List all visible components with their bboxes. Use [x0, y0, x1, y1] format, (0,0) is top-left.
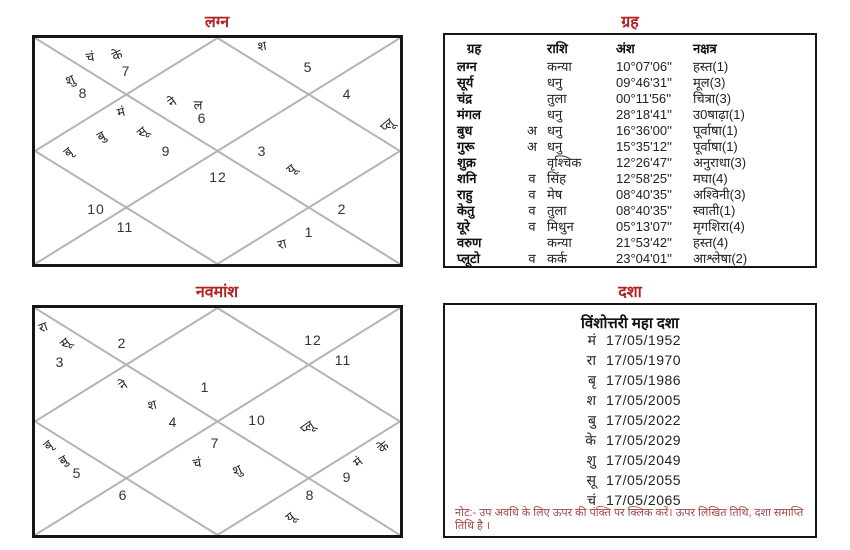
graha-row	[445, 107, 815, 123]
rashi-number: 12	[304, 332, 322, 348]
rashi-number: 1	[200, 379, 210, 395]
graha-row	[445, 235, 815, 251]
graha-name: वरुण	[457, 235, 482, 250]
planet-abbr: चं	[84, 48, 96, 66]
graha-row	[445, 139, 815, 155]
dasha-end-date: 17/05/2022	[606, 412, 682, 428]
planet-abbr: यू	[282, 508, 298, 526]
rashi-number: 7	[121, 63, 131, 79]
header-graha: ग्रह	[467, 41, 482, 56]
graha-table-body	[445, 59, 815, 267]
planet-abbr: सू	[56, 334, 74, 352]
motion-flag: व	[528, 251, 536, 266]
dasha-planet-abbr: रा	[586, 352, 596, 368]
header-rashi: राशि	[547, 41, 568, 56]
planet-abbr: प्लू	[297, 417, 317, 437]
degree-value: 08°40'35''	[616, 203, 673, 218]
rashi-value: मिथुन	[547, 219, 574, 234]
dasha-row[interactable]	[574, 470, 686, 490]
degree-value: 00°11'56''	[616, 91, 672, 106]
graha-row	[445, 155, 815, 171]
navamsha-chart	[32, 305, 403, 538]
planet-abbr: श	[145, 396, 159, 414]
dasha-end-date: 17/05/1970	[606, 352, 682, 368]
planet-abbr: ने	[115, 376, 131, 394]
lagna-chart	[32, 35, 403, 267]
dasha-row[interactable]	[574, 390, 686, 410]
rashi-value: कन्या	[547, 235, 572, 250]
graha-name: शनि	[457, 171, 477, 186]
graha-name: शुक्र	[457, 155, 476, 170]
graha-row	[445, 219, 815, 235]
planet-abbr: मं	[350, 453, 366, 471]
rashi-number: 3	[257, 143, 267, 159]
planet-abbr: यू	[283, 160, 299, 178]
graha-name: राहु	[457, 187, 473, 202]
graha-row	[445, 91, 815, 107]
graha-table-header	[445, 40, 815, 58]
kundali-grid-lines	[35, 38, 400, 264]
nakshatra-value: मघा(4)	[693, 171, 728, 186]
nakshatra-value: चित्रा(3)	[693, 91, 732, 106]
planet-abbr: ल	[193, 97, 203, 113]
kundali-grid-lines	[35, 308, 400, 535]
navamsha-chart-title: नवमांश	[195, 284, 239, 301]
dasha-panel	[443, 303, 817, 538]
motion-flag: व	[528, 219, 536, 234]
lagna-chart-title: लग्न	[204, 14, 230, 31]
planet-abbr: शु	[229, 461, 245, 479]
rashi-value: धनु	[547, 139, 563, 154]
graha-row	[445, 123, 815, 139]
rashi-number: 1	[304, 224, 314, 240]
rashi-number: 4	[342, 86, 352, 102]
rashi-number: 5	[72, 465, 82, 481]
motion-flag: अ	[527, 139, 537, 154]
graha-row	[445, 75, 815, 91]
nakshatra-value: हस्त(1)	[693, 59, 729, 74]
planet-abbr: रा	[36, 318, 50, 336]
nakshatra-value: हस्त(4)	[693, 235, 729, 250]
nakshatra-value: अनुराधा(3)	[693, 155, 747, 170]
rashi-number: 6	[118, 487, 128, 503]
graha-row	[445, 59, 815, 75]
dasha-end-date: 17/05/2029	[606, 432, 682, 448]
rashi-value: कर्क	[547, 251, 567, 266]
motion-flag: व	[528, 187, 536, 202]
nakshatra-value: पूर्वाषा(1)	[693, 123, 738, 138]
graha-name: मंगल	[457, 107, 481, 122]
dasha-heading: विंशोत्तरी महा दशा	[581, 315, 679, 332]
motion-flag: व	[528, 203, 536, 218]
dasha-end-date: 17/05/1986	[606, 372, 682, 388]
planet-abbr: के	[109, 46, 125, 64]
degree-value: 10°07'06''	[616, 59, 673, 74]
dasha-row[interactable]	[574, 370, 686, 390]
rashi-number: 9	[342, 469, 352, 485]
nakshatra-value: उ0षाढ़ा(1)	[693, 107, 745, 122]
motion-flag: व	[528, 171, 536, 186]
graha-name: केतु	[457, 203, 475, 218]
dasha-planet-abbr: श	[586, 392, 596, 408]
planet-abbr: बु	[94, 127, 108, 145]
graha-row	[445, 187, 815, 203]
planet-abbr: सू	[133, 123, 151, 141]
graha-row	[445, 203, 815, 219]
planet-abbr: शु	[62, 71, 78, 89]
rashi-value: तुला	[547, 91, 567, 106]
dasha-planet-abbr: मं	[587, 332, 596, 348]
planet-abbr: मं	[115, 103, 127, 121]
rashi-value: वृश्चिक	[547, 155, 582, 170]
dasha-note: नोट:- उप अवधि के लिए ऊपर की पंक्ति पर क्लिक करें। ऊपर लिखित तिथि, दशा समाप्ति तिथि है ।	[455, 507, 804, 532]
graha-row	[445, 171, 815, 187]
planet-abbr: चं	[191, 454, 203, 472]
dasha-planet-abbr: बृ	[588, 372, 596, 388]
rashi-value: कन्या	[547, 59, 572, 74]
dasha-row[interactable]	[574, 410, 686, 430]
rashi-number: 6	[197, 110, 207, 126]
graha-name: लग्न	[457, 59, 477, 74]
dasha-planet-abbr: बु	[588, 412, 596, 428]
rashi-number: 4	[168, 414, 178, 430]
nakshatra-value: आश्लेषा(2)	[693, 251, 748, 266]
planet-abbr: श	[256, 37, 268, 55]
dasha-end-date: 17/05/1952	[606, 332, 682, 348]
planet-abbr: बु	[56, 451, 70, 469]
rashi-number: 8	[305, 487, 315, 503]
rashi-value: तुला	[547, 203, 567, 218]
graha-row	[445, 251, 815, 267]
dasha-list	[445, 330, 815, 510]
rashi-number: 5	[303, 59, 313, 75]
dasha-planet-abbr: शु	[586, 452, 596, 468]
dasha-panel-title: दशा	[618, 284, 642, 301]
degree-value: 28°18'41''	[616, 107, 673, 122]
rashi-value: धनु	[547, 123, 563, 138]
rashi-number: 9	[161, 143, 171, 159]
degree-value: 12°26'47''	[616, 155, 673, 170]
rashi-number: 8	[78, 85, 88, 101]
degree-value: 16°36'00''	[616, 123, 673, 138]
planet-abbr: के	[374, 438, 392, 456]
rashi-number: 10	[248, 412, 266, 428]
graha-name: चंद्र	[457, 91, 473, 106]
nakshatra-value: अश्विनी(3)	[693, 187, 746, 202]
motion-flag: अ	[527, 123, 537, 138]
rashi-value: सिंह	[547, 171, 567, 186]
degree-value: 05°13'07''	[616, 219, 673, 234]
graha-name: सूर्य	[457, 75, 474, 90]
graha-name: प्लूटो	[457, 251, 480, 266]
dasha-end-date: 17/05/2049	[606, 452, 682, 468]
dasha-planet-abbr: चं	[587, 492, 596, 508]
rashi-number: 11	[116, 219, 134, 235]
nakshatra-value: मृगशिरा(4)	[693, 219, 745, 234]
rashi-number: 3	[55, 354, 65, 370]
graha-table-title: ग्रह	[621, 14, 639, 31]
graha-table	[443, 33, 817, 268]
nakshatra-value: मूल(3)	[693, 75, 726, 90]
rashi-value: मेष	[547, 187, 563, 202]
rashi-value: धनु	[547, 75, 563, 90]
rashi-number: 7	[210, 435, 220, 451]
dasha-row[interactable]	[574, 350, 686, 370]
planet-abbr: रा	[275, 235, 289, 253]
dasha-end-date: 17/05/2005	[606, 392, 682, 408]
degree-value: 23°04'01''	[616, 251, 673, 266]
rashi-number: 11	[334, 352, 352, 368]
dasha-row[interactable]	[574, 430, 686, 450]
rashi-number: 2	[337, 201, 347, 217]
header-nakshatra: नक्षत्र	[693, 41, 717, 56]
graha-name: यूरे	[457, 219, 470, 234]
nakshatra-value: पूर्वाषा(1)	[693, 139, 738, 154]
degree-value: 12°58'25''	[616, 171, 673, 186]
degree-value: 21°53'42''	[616, 235, 673, 250]
rashi-value: धनु	[547, 107, 563, 122]
graha-name: गुरू	[457, 139, 475, 154]
nakshatra-value: स्वाती(1)	[693, 203, 736, 218]
planet-abbr: बृ	[60, 143, 76, 161]
degree-value: 08°40'35''	[616, 187, 673, 202]
planet-abbr: प्लू	[377, 115, 397, 135]
dasha-planet-abbr: सू	[586, 472, 596, 488]
planet-abbr: ने	[164, 93, 180, 111]
dasha-end-date: 17/05/2055	[606, 472, 682, 488]
degree-value: 15°35'12''	[616, 139, 673, 154]
rashi-number: 12	[209, 169, 227, 185]
rashi-number: 10	[87, 201, 105, 217]
dasha-end-date: 17/05/2065	[606, 492, 682, 508]
rashi-number: 2	[117, 335, 127, 351]
header-ansh: अंश	[616, 41, 635, 56]
dasha-row[interactable]	[574, 330, 686, 350]
dasha-row[interactable]	[574, 450, 686, 470]
planet-abbr: बृ	[40, 436, 56, 454]
dasha-planet-abbr: के	[585, 432, 596, 448]
degree-value: 09°46'31''	[616, 75, 673, 90]
graha-name: बुध	[457, 123, 473, 138]
